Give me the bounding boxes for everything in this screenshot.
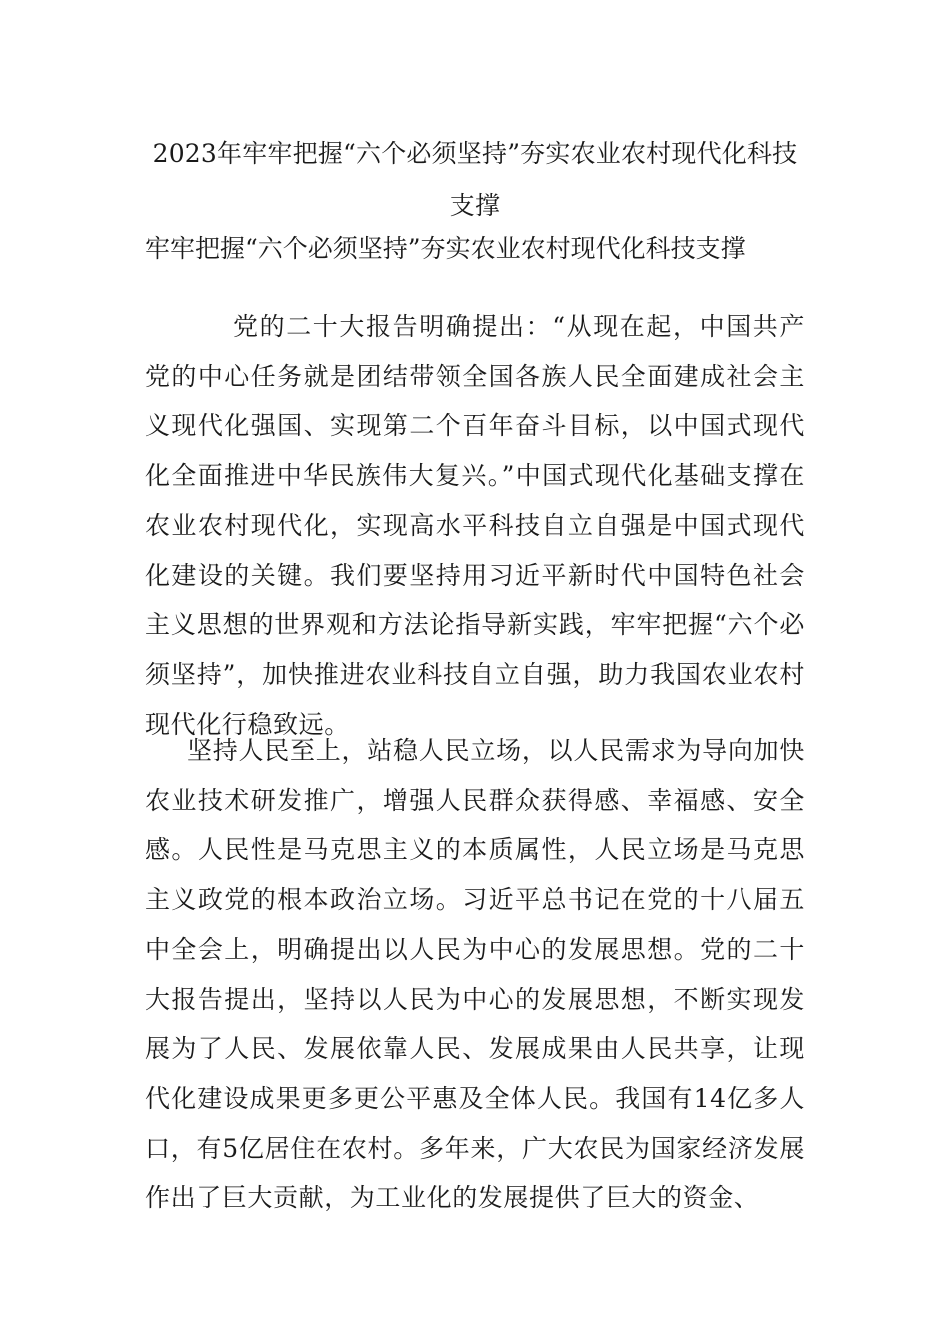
body-paragraph-1: 党的二十大报告明确提出：“从现在起，中国共产党的中心任务就是团结带领全国各族人民全面建成社会主义现代化强国、实现第二个百年奋斗目标，以中国式现代化全面推进中华民族伟大复兴。”中国式现代化基础支撑在农业农村现代化，实现高水平科技自立自强是中国式现代化建设的关键。我们要坚持用习近平新时代中国特色社会主义思想的世界观和方法论指导新实践，牢牢把握“六个必须坚持”，加快推进农业科技自立自强，助力我国农业农村现代化行稳致远。	[145, 312, 805, 739]
document-subtitle: 牢牢把握“六个必须坚持”夯实农业农村现代化科技支撑	[145, 234, 746, 263]
body-paragraph-2: 坚持人民至上，站稳人民立场，以人民需求为导向加快农业技术研发推广，增强人民群众获得感、幸福感、安全感。人民性是马克思主义的本质属性，人民立场是马克思主义政党的根本政治立场。习近平总书记在党的十八届五中全会上，明确提出以人民为中心的发展思想。党的二十大报告提出，坚持以人民为中心的发展思想，不断实现发展为了人民、发展依靠人民、发展成果由人民共享，让现代化建设成果更多更公平惠及全体人民。我国有14亿多人口，有5亿居住在农村。多年来，广大农民为国家经济发展作出了巨大贡献，为工业化的发展提供了巨大的资金、	[145, 736, 805, 1213]
document-title: 2023年牢牢把握“六个必须坚持”夯实农业农村现代化科技支撑	[152, 139, 798, 220]
